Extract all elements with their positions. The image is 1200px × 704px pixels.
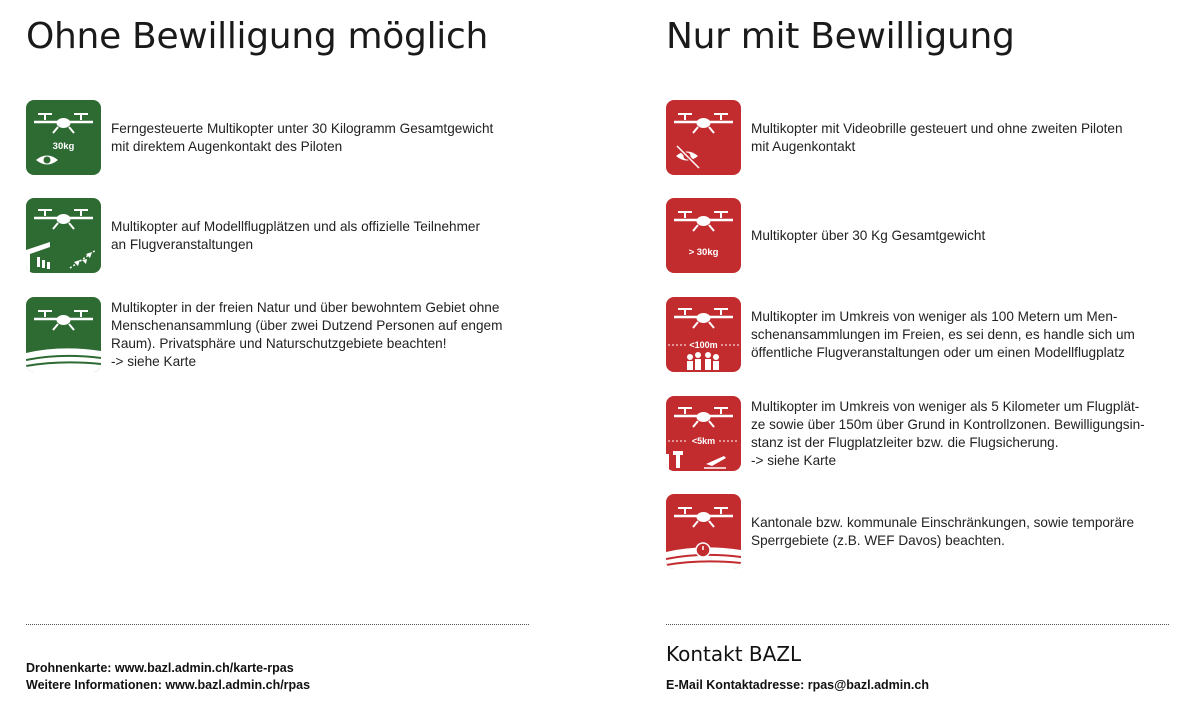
right-item-5-text: Kantonale bzw. kommunale Einschränkungen, sowie temporäre Sperrgebiete (z.B. WEF Davos) beachten. [751, 515, 1135, 548]
right-item-3-text: Multikopter im Umkreis von weniger als 100 Metern um Men- schenansammlungen im Freien, es sei denn, es handle sich um öffentliche Flugveranstaltungen oder um einen Modellflugplatz [751, 309, 1135, 360]
right-item-3 [666, 297, 1135, 372]
icon-badge: <100m [689, 340, 718, 350]
drone-airfield-icon [26, 198, 101, 273]
right-divider [666, 624, 1169, 625]
drone-airport-5km-icon [666, 396, 741, 471]
icon-badge: > 30kg [688, 247, 719, 258]
right-item-2 [666, 198, 985, 273]
drone-video-goggles-icon [666, 100, 741, 175]
right-item-1-text: Multikopter mit Videobrille gesteuert und ohne zweiten Piloten mit Augenkontakt [751, 121, 1123, 154]
icon-badge: <5km [691, 436, 716, 446]
contact-heading: Kontakt BAZL [666, 642, 802, 666]
right-item-5 [666, 494, 1134, 569]
right-item-4-text: Multikopter im Umkreis von weniger als 5 Kilometer um Flugplät- ze sowie über 150m über Grund in Kontrollzonen. Bewilligungsin- stanz ist der Flugplatzleiter bzw. die Flugsicherung. -> siehe Karte [751, 399, 1145, 468]
drone-over-30kg-icon [666, 198, 741, 273]
left-item-2 [26, 198, 480, 273]
drone-crowd-100m-icon [666, 297, 741, 372]
info-link[interactable]: Weitere Informationen: www.bazl.admin.ch/rpas [26, 678, 311, 692]
right-item-1 [666, 100, 1123, 175]
left-item-3 [26, 297, 502, 372]
left-item-1 [26, 100, 493, 175]
contact-email[interactable]: E-Mail Kontaktadresse: rpas@bazl.admin.ch [666, 678, 929, 692]
left-footer [26, 660, 310, 694]
left-heading: Ohne Bewilligung möglich [26, 16, 488, 57]
right-item-4 [666, 396, 1145, 471]
left-divider [26, 624, 529, 625]
left-item-1-text: Ferngesteuerte Multikopter unter 30 Kilogramm Gesamtgewicht mit direktem Augenkontakt des Piloten [111, 121, 494, 154]
drone-landscape-icon [26, 297, 101, 372]
left-item-2-text: Multikopter auf Modellflugplätzen und als offizielle Teilnehmer an Flugveranstaltungen [111, 219, 481, 252]
icon-badge: 30kg [52, 141, 75, 152]
drone-restricted-area-icon [666, 494, 741, 569]
right-item-2-text: Multikopter über 30 Kg Gesamtgewicht [751, 228, 986, 243]
right-heading: Nur mit Bewilligung [666, 16, 1015, 57]
left-item-3-text: Multikopter in der freien Natur und über bewohntem Gebiet ohne Menschenansammlung (über zwei Dutzend Personen auf engem Raum). Privatsphäre und Naturschutzgebiete beachten! -> siehe Karte [111, 300, 503, 369]
drone-30kg-eye-icon [26, 100, 101, 175]
map-link[interactable]: Drohnenkarte: www.bazl.admin.ch/karte-rpas [26, 661, 294, 675]
